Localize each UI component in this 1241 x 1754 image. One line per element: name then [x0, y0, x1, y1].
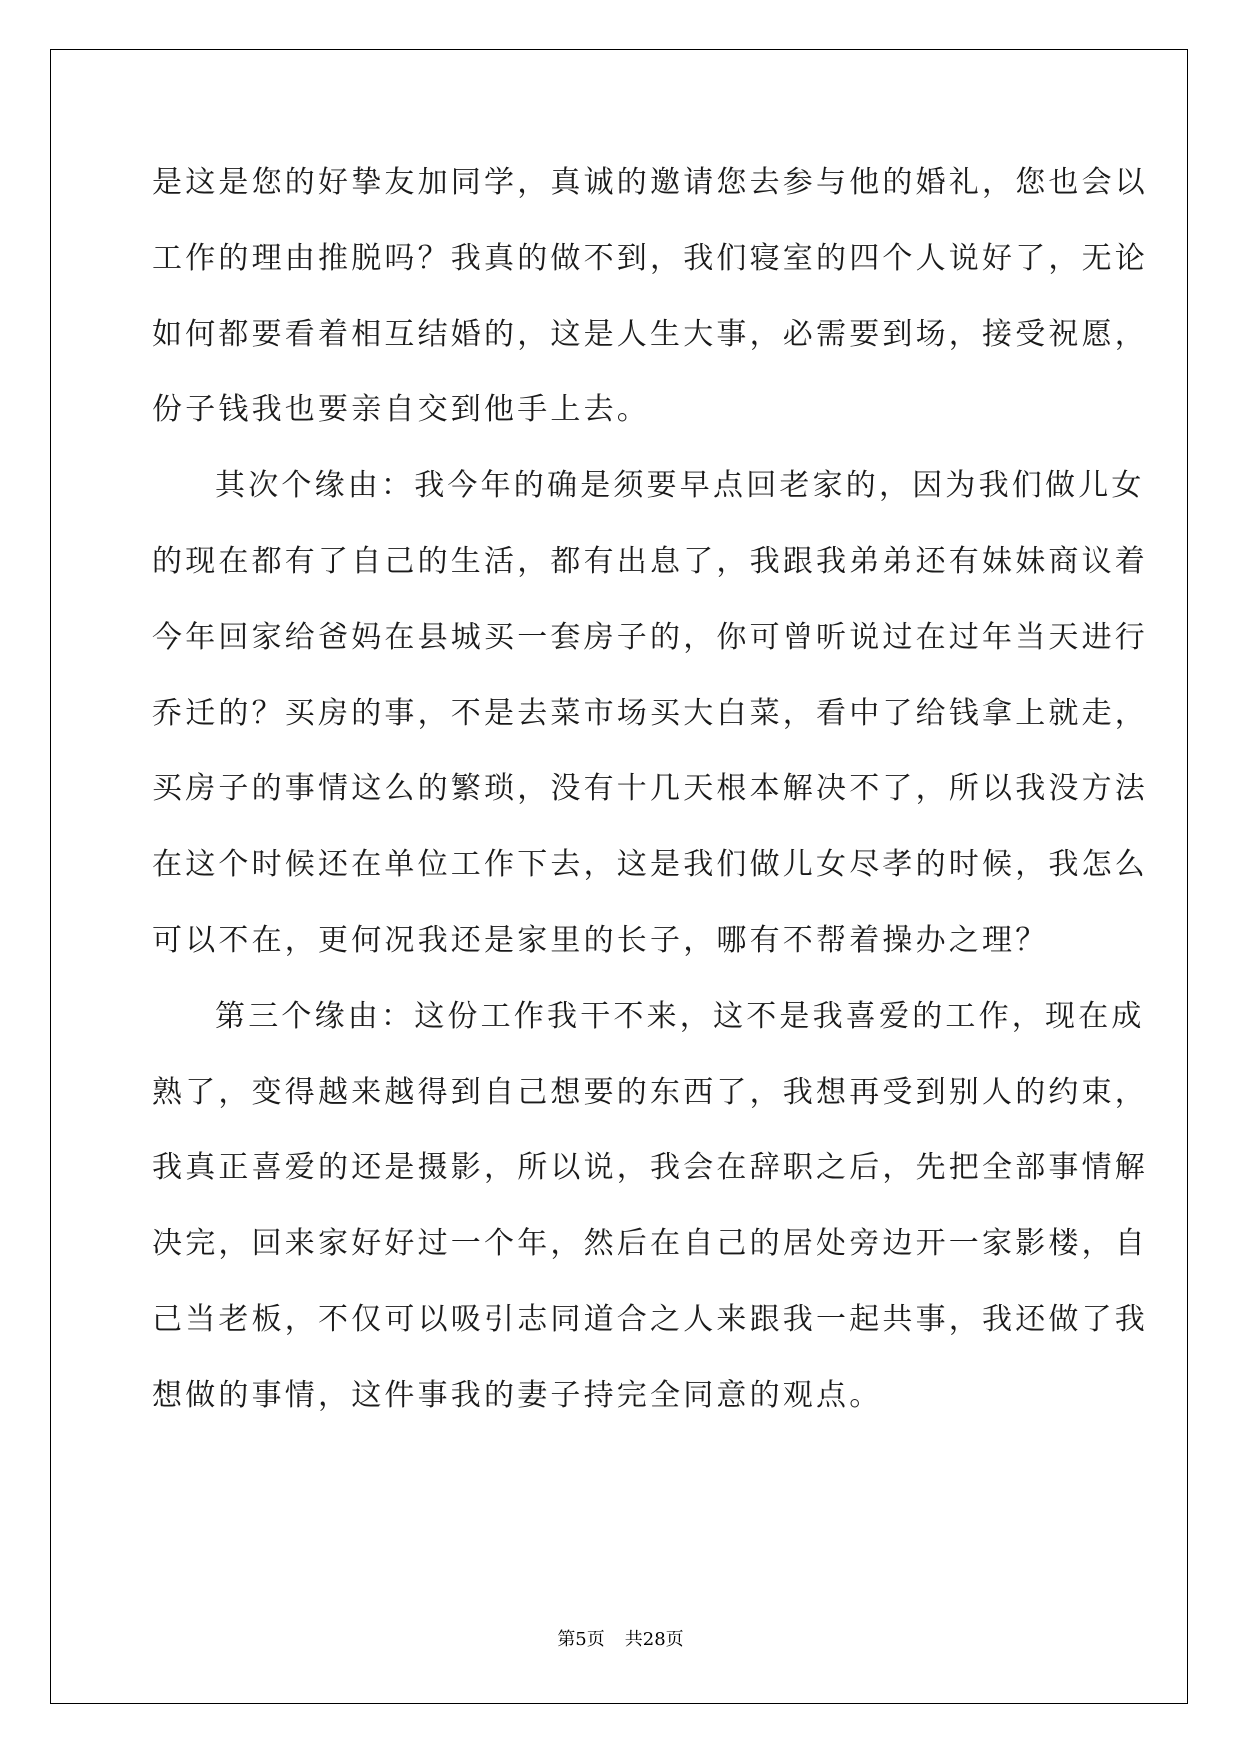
text-line: 是这是您的好挚友加同学，真诚的邀请您去参与他的婚礼，您也会以	[152, 165, 1148, 200]
text-line: 份子钱我也要亲自交到他手上去。	[152, 392, 650, 428]
document-body	[152, 158, 1148, 1447]
paragraph-start-line: 其次个缘由：我今年的确是须要早点回老家的，因为我们做儿女	[215, 468, 1145, 504]
text-line: 买房子的事情这么的繁琐，没有十几天根本解决不了，所以我没方法	[152, 771, 1148, 807]
page-total: 共28页	[624, 1629, 684, 1650]
text-line: 己当老板，不仅可以吸引志同道合之人来跟我一起共事，我还做了我	[152, 1301, 1148, 1337]
paragraph-start-line: 第三个缘由：这份工作我干不来，这不是我喜爱的工作，现在成	[215, 998, 1145, 1034]
text-line: 我真正喜爱的还是摄影，所以说，我会在辞职之后，先把全部事情解	[152, 1150, 1148, 1186]
text-line: 如何都要看着相互结婚的，这是人生大事，必需要到场，接受祝愿，	[152, 316, 1148, 352]
text-line: 熟了，变得越来越得到自己想要的东西了，我想再受到别人的约束，	[152, 1074, 1148, 1110]
text-line: 想做的事情，这件事我的妻子持完全同意的观点。	[152, 1377, 883, 1413]
text-line: 今年回家给爸妈在县城买一套房子的，你可曾听说过在过年当天进行	[152, 619, 1148, 655]
text-line: 决完，回来家好好过一个年，然后在自己的居处旁边开一家影楼，自	[152, 1226, 1148, 1262]
text-line: 乔迁的？买房的事，不是去菜市场买大白菜，看中了给钱拿上就走，	[152, 695, 1148, 731]
text-line: 工作的理由推脱吗？我真的做不到，我们寝室的四个人说好了，无论	[152, 240, 1148, 276]
text-line: 在这个时候还在单位工作下去，这是我们做儿女尽孝的时候，我怎么	[152, 847, 1148, 883]
page-number: 第5页	[557, 1629, 605, 1650]
text-line: 的现在都有了自己的生活，都有出息了，我跟我弟弟还有妹妹商议着	[152, 543, 1148, 579]
text-line: 可以不在，更何况我还是家里的长子，哪有不帮着操办之理？	[152, 922, 1049, 958]
page-footer	[0, 1625, 1241, 1651]
